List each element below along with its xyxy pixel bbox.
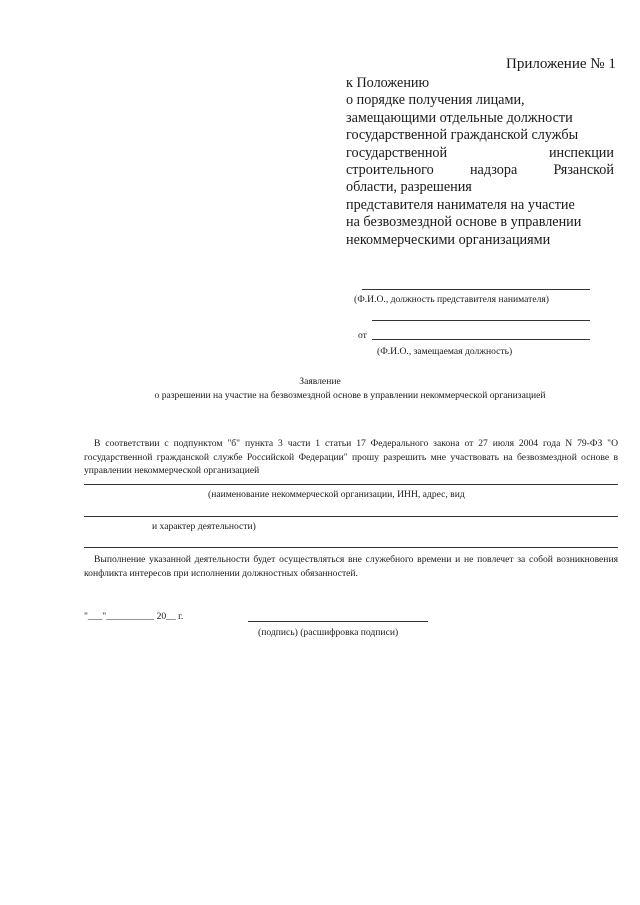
heading-line: государственной гражданской службы [346, 127, 579, 144]
heading-line: о порядке получения лицами, [346, 92, 525, 109]
heading-line: представителя нанимателя на участие [346, 196, 575, 213]
extra-line[interactable] [84, 547, 618, 548]
heading-line: на безвозмездной основе в управлении [346, 214, 582, 231]
date-field[interactable]: "___"__________ 20__ г. [84, 611, 184, 622]
signature-line[interactable] [248, 621, 428, 622]
activity-line[interactable] [84, 516, 618, 517]
heading-line: замещающими отдельные должности [346, 109, 573, 126]
employer-caption: (Ф.И.О., должность представителя нанимателя) [354, 294, 549, 305]
heading-line-justified [346, 162, 614, 179]
heading-word: надзора [469, 162, 518, 179]
heading-word: инспекции [548, 144, 614, 161]
conflict-paragraph: Выполнение указанной деятельности будет осуществляться вне служебного времени и не повлечет за собой возникновения конфликта интересов при исполнении должностных обязанностей. [84, 554, 618, 579]
applicant-caption: (Ф.И.О., замещаемая должность) [377, 346, 513, 357]
heading-line-justified [346, 145, 614, 162]
statement-subtitle: о разрешении на участие на безвозмездной основе в управлении некоммерческой организацией [154, 390, 546, 401]
statement-title: Заявление [299, 376, 341, 387]
employer-name-line[interactable] [362, 289, 590, 290]
applicant-name-line[interactable] [372, 339, 590, 340]
request-paragraph: В соответствии с подпунктом "б" пункта 3 части 1 статьи 17 Федерального закона от 27 июля 2004 года N 79-ФЗ "О государственной гражданской службе Российской Федерации" прошу разрешить мне участвовать на безвозмездной основе в управлении некоммерческой организацией [84, 438, 618, 476]
appendix-number: Приложение № 1 [506, 56, 616, 72]
from-label: от [358, 330, 367, 341]
blank-line[interactable] [372, 320, 590, 321]
activity-caption: и характер деятельности) [152, 521, 256, 532]
organization-line[interactable] [84, 484, 618, 485]
heading-line: области, разрешения [346, 179, 472, 196]
heading-word: строительного [346, 162, 434, 179]
heading-line: к Положению [346, 75, 430, 91]
heading-line: некоммерческими организациями [346, 231, 551, 248]
organization-caption: (наименование некоммерческой организации, ИНН, адрес, вид [208, 489, 465, 500]
regulation-reference [346, 75, 614, 249]
heading-word: Рязанской [553, 162, 614, 179]
signature-caption: (подпись) (расшифровка подписи) [258, 627, 399, 638]
heading-word: государственной [346, 144, 448, 161]
